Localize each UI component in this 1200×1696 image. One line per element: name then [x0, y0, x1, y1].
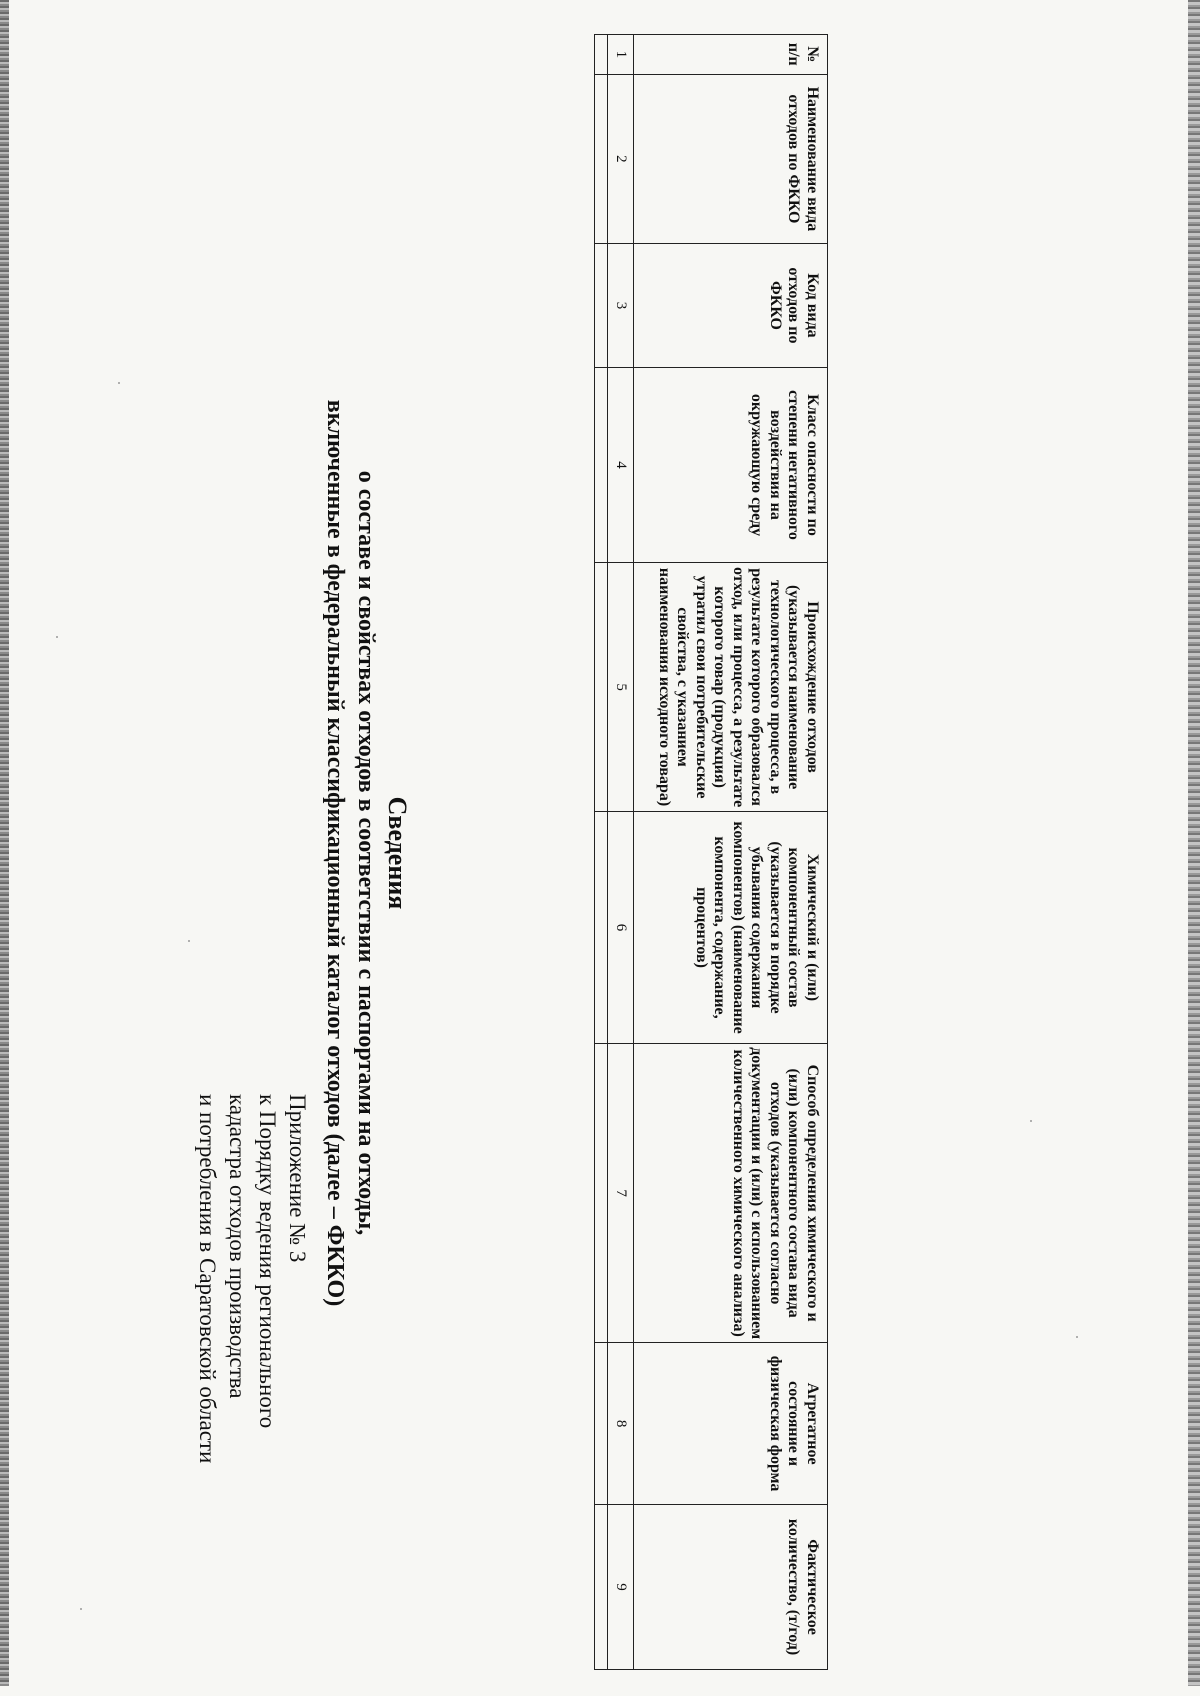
empty-cell	[595, 74, 608, 243]
table-number-row	[608, 35, 634, 1670]
header-cell: Агрегатное состояние и физическая форма	[634, 1343, 828, 1505]
appendix-line: и потребления в Саратовской области	[195, 1094, 220, 1464]
column-number: 5	[608, 563, 634, 812]
header-cell: Код вида отходов по ФККО	[634, 244, 828, 368]
header-cell: Класс опасности по степени негативного воздействия на окружающую среду	[634, 367, 828, 562]
appendix-line: к Порядку ведения регионального	[255, 1094, 280, 1429]
appendix-line: кадастра отходов производства	[225, 1094, 250, 1399]
empty-cell	[595, 1343, 608, 1505]
appendix-line: Приложение № 3	[285, 1094, 310, 1263]
table-header-row	[634, 35, 828, 1670]
empty-cell	[595, 35, 608, 75]
column-number: 8	[608, 1343, 634, 1505]
document-title	[319, 10, 414, 1696]
empty-cell	[595, 1044, 608, 1343]
column-number: 7	[608, 1044, 634, 1343]
header-cell: Способ определения химического и (или) компонентного состава вида отходов (указывается согласно документации и (или) с использованием количественного химического анализа)	[634, 1044, 828, 1343]
column-number: 1	[608, 35, 634, 75]
header-cell: Происхождение отходов (указывается наименование технологического процесса, в результате которого образовался отход, или процесса, а результате которого товар (продукция) утратил свои потребительские свойства, с указанием наименования исходного товара)	[634, 563, 828, 812]
title-line: включенные в федеральный классификационный каталог отходов (далее – ФККО)	[322, 399, 348, 1307]
column-number: 2	[608, 74, 634, 243]
empty-cell	[595, 367, 608, 562]
column-number: 4	[608, 367, 634, 562]
header-cell: № п/п	[634, 35, 828, 75]
title-line: Сведения	[383, 796, 412, 910]
column-number: 6	[608, 812, 634, 1044]
appendix-block	[192, 1094, 312, 1694]
column-number: 3	[608, 244, 634, 368]
empty-cell	[595, 563, 608, 812]
table-empty-row	[595, 35, 608, 1670]
header-cell: Наименование вида отходов по ФККО	[634, 74, 828, 243]
empty-cell	[595, 244, 608, 368]
empty-cell	[595, 1505, 608, 1670]
header-cell: Химический и (или) компонентный состав (указывается в порядке убывания содержания компонентов) (наименование компонента, содержание, процентов)	[634, 812, 828, 1044]
header-cell: Фактическое количество, (т/год)	[634, 1505, 828, 1670]
empty-cell	[595, 812, 608, 1044]
title-line: о составе и свойствах отходов в соответствии с паспортами на отходы,	[353, 470, 379, 1236]
column-number: 9	[608, 1505, 634, 1670]
waste-data-table	[595, 34, 829, 1670]
